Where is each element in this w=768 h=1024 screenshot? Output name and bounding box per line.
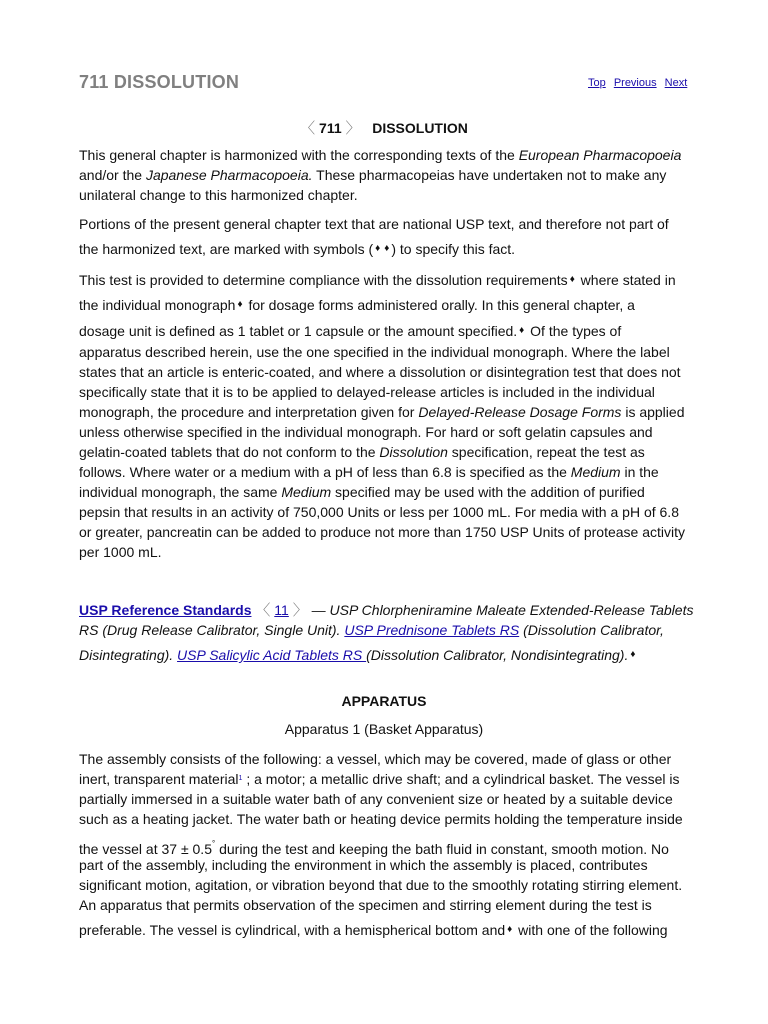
text-segment: specified may be used with the addition of purified [331,484,645,500]
text-segment: RS (Drug Release Calibrator, Single Unit). [79,622,345,638]
text-segment: and/or the [79,167,146,183]
ref-open-bracket: 〈 [255,602,271,619]
text-line: Portions of the present general chapter text that are national USP text, and therefore not part of [79,216,669,232]
text-segment: individual monograph, the same [79,484,282,500]
text-segment: (Dissolution Calibrator, [519,622,664,638]
text-segment: dosage unit is defined as 1 tablet or 1 capsule or the amount specified. [79,323,518,339]
text-segment: with one of the following [514,922,668,938]
harmonization-paragraph [79,145,696,205]
dissolution-test-paragraph [79,270,696,562]
chapter-number: 711 [319,120,342,136]
text-line: specifically state that it is to be applied to delayed-release articles is included in the individual [79,384,655,400]
text-segment: This test is provided to determine compliance with the dissolution requirements [79,272,568,288]
diamond-symbol-icon: ♦ [375,243,381,254]
text-segment: preferable. The vessel is cylindrical, with a hemispherical bottom and [79,922,506,938]
text-line: apparatus described herein, use the one specified in the individual monograph. Where the label [79,344,670,360]
reference-standards-link[interactable]: USP Reference Standards [79,602,252,618]
text-segment: specification, repeat the test as [447,444,645,460]
footnote-link[interactable]: 1 [238,775,243,782]
text-segment: the individual monograph [79,297,236,313]
text-segment: gelatin-coated tablets that do not conform to the [79,444,380,460]
page-navigation [588,77,692,89]
text-segment: inert, transparent material [79,771,239,787]
chapter-11-link[interactable]: 11 [274,602,289,618]
chapter-heading [0,117,768,138]
text-segment: Disintegrating). [79,647,178,663]
apparatus-paragraph [79,749,696,941]
text-segment: ; a motor; a metallic drive shaft; and a cylindrical basket. The vessel is [242,771,680,787]
text-segment: Japanese Pharmacopoeia. [145,167,313,183]
nav-previous-link[interactable]: Previous [613,77,657,89]
chapter-close-bracket: 〉 [345,120,361,137]
salicylic-acid-tablets-link[interactable]: USP Salicylic Acid Tablets RS [177,647,367,663]
diamond-symbol-icon: ♦ [569,274,575,285]
ref-close-bracket: 〉 [292,602,308,619]
text-line: such as a heating jacket. The water bath or heating device permits holding the temperature inside [79,811,683,827]
text-segment: Of the types of [526,323,622,339]
text-line: unless otherwise specified in the individual monograph. For hard or soft gelatin capsules and [79,424,653,440]
text-segment: the harmonized text, are marked with symbols ( [79,241,374,257]
text-line: significant motion, agitation, or vibration beyond that due to the smoothly rotating stirring element. [79,877,683,893]
text-segment: where stated in [576,272,676,288]
apparatus-heading: APPARATUS [341,693,427,709]
text-segment: Dissolution [379,444,448,460]
text-line: An apparatus that permits observation of the specimen and stirring element during the test is [79,897,652,913]
diamond-symbol-icon: ♦ [384,243,390,254]
text-segment: for dosage forms administered orally. In this general chapter, a [244,297,635,313]
text-segment: — USP Chlorpheniramine Maleate Extended-Release Tablets [307,602,694,618]
nav-next-link[interactable]: Next [664,77,688,89]
diamond-symbol-icon: ♦ [630,649,636,660]
diamond-symbol-icon: ♦ [237,299,243,310]
text-line: per 1000 mL. [79,544,162,560]
text-segment: ) to specify this fact. [391,241,516,257]
diamond-symbol-icon: ♦ [519,325,525,336]
reference-standards-paragraph [79,600,696,666]
apparatus-1-subheading: Apparatus 1 (Basket Apparatus) [284,721,484,737]
chapter-open-bracket: 〈 [300,120,316,137]
text-line: states that an article is enteric-coated, and where a dissolution or disintegration test that does not [79,364,681,380]
text-line: pepsin that results in an activity of 750,000 Units or less per 1000 mL. For media with a pH of 6.8 [79,504,679,520]
text-segment: These pharmacopeias have undertaken not to make any [312,167,667,183]
text-segment: (Dissolution Calibrator, Nondisintegrating). [366,647,629,663]
nav-top-link[interactable]: Top [588,77,606,89]
text-line: unilateral change to this harmonized chapter. [79,187,358,203]
text-segment: This general chapter is harmonized with the corresponding texts of the [79,147,519,163]
text-segment: the vessel at 37 ± 0.5 [79,841,212,857]
chapter-title: DISSOLUTION [372,120,468,136]
text-segment: follows. Where water or a medium with a pH of less than 6.8 is specified as the [79,464,571,480]
diamond-symbol-icon: ♦ [507,924,513,935]
text-line: part of the assembly, including the environment in which the assembly is placed, contributes [79,857,648,873]
degree-symbol: ° [212,839,216,848]
text-segment: Delayed-Release Dosage Forms [418,404,622,420]
prednisone-tablets-link[interactable]: USP Prednisone Tablets RS [344,622,520,638]
text-segment: Medium [281,484,332,500]
text-segment: during the test and keeping the bath fluid in constant, smooth motion. No [215,841,669,857]
text-segment: Medium [570,464,621,480]
national-text-paragraph [79,214,696,260]
text-line: partially immersed in a suitable water bath of any convenient size or heated by a suitable device [79,791,673,807]
text-line: or greater, pancreatin can be added to produce not more than 1750 USP Units of protease activity [79,524,686,540]
text-segment: monograph, the procedure and interpretation given for [79,404,419,420]
text-line: The assembly consists of the following: a vessel, which may be covered, made of glass or other [79,751,672,767]
document-title: 711 DISSOLUTION [79,72,240,92]
text-segment: in the [620,464,659,480]
text-segment: European Pharmacopoeia [518,147,682,163]
text-segment: is applied [621,404,685,420]
